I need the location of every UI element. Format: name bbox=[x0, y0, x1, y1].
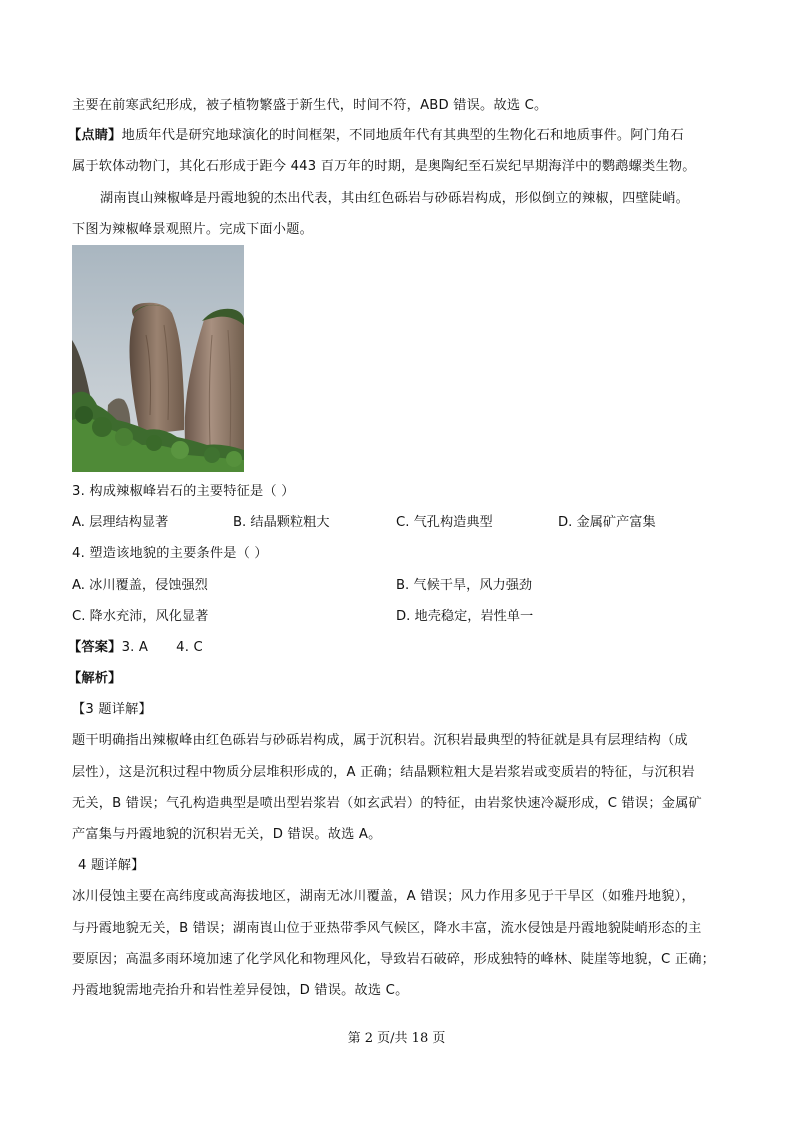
answer-line bbox=[68, 638, 203, 658]
analysis-label: 【解析】 bbox=[68, 671, 122, 686]
tip-line bbox=[68, 126, 684, 146]
q3-option-b[interactable]: B. 结晶颗粒粗大 bbox=[233, 515, 330, 530]
detail-3-line-4: 产富集与丹霞地貌的沉积岩无关，D 错误。故选 A。 bbox=[72, 827, 382, 842]
answer-label: 【答案】 bbox=[68, 640, 122, 655]
detail-4-line-2: 与丹霞地貌无关，B 错误；湖南崀山位于亚热带季风气候区，降水丰富，流水侵蚀是丹霞地貌陡峭形态的主 bbox=[72, 921, 702, 936]
lajiao-peak-photo-drawing bbox=[72, 245, 244, 472]
lajiao-peak-photo bbox=[72, 245, 244, 472]
q3-option-c[interactable]: C. 气孔构造典型 bbox=[396, 515, 493, 530]
line-3: 属于软体动物门，其化石形成于距今 443 百万年的时期，是奥陶纪至石炭纪早期海洋中的鹦鹉螺类生物。 bbox=[72, 159, 696, 174]
detail-3-line-2: 层性），这是沉积过程中物质分层堆积形成的，A 正确；结晶颗粒粗大是岩浆岩或变质岩的特征，与沉积岩 bbox=[72, 765, 695, 780]
tip-label: 【点睛】 bbox=[68, 128, 122, 143]
detail-4-label: 4 题详解】 bbox=[78, 858, 145, 873]
detail-4-line-1: 冰川侵蚀主要在高纬度或高海拔地区，湖南无冰川覆盖，A 错误；风力作用多见于干旱区（如雅丹地貌）， bbox=[72, 889, 695, 904]
page-footer: 第 2 页/共 18 页 bbox=[347, 1031, 446, 1046]
q4-option-a[interactable]: A. 冰川覆盖，侵蚀强烈 bbox=[72, 578, 208, 593]
answer-3: 3. A bbox=[121, 640, 149, 655]
q4-stem: 4. 塑造该地貌的主要条件是（ ） bbox=[72, 546, 268, 561]
q3-option-d[interactable]: D. 金属矿产富集 bbox=[558, 515, 656, 530]
detail-4-line-4: 丹霞地貌需地壳抬升和岩性差异侵蚀，D 错误。故选 C。 bbox=[72, 983, 409, 998]
passage-line-1: 湖南崀山辣椒峰是丹霞地貌的杰出代表，其由红色砾岩与砂砾岩构成，形似倒立的辣椒，四壁陡峭。 bbox=[100, 191, 690, 206]
answer-4: 4. C bbox=[176, 640, 203, 655]
q4-option-b[interactable]: B. 气候干旱，风力强劲 bbox=[396, 578, 533, 593]
detail-3-line-3: 无关，B 错误；气孔构造典型是喷出型岩浆岩（如玄武岩）的特征，由岩浆快速冷凝形成，C 错误；金属矿 bbox=[72, 796, 702, 811]
q3-stem: 3. 构成辣椒峰岩石的主要特征是（ ） bbox=[72, 484, 295, 499]
line-1: 主要在前寒武纪形成，被子植物繁盛于新生代，时间不符，ABD 错误。故选 C。 bbox=[72, 98, 548, 113]
q3-option-a[interactable]: A. 层理结构显著 bbox=[72, 515, 169, 530]
q4-option-d[interactable]: D. 地壳稳定，岩性单一 bbox=[396, 609, 534, 624]
detail-4-line-3: 要原因；高温多雨环境加速了化学风化和物理风化，导致岩石破碎，形成独特的峰林、陡崖等地貌，C 正确； bbox=[72, 952, 716, 967]
q4-option-c[interactable]: C. 降水充沛，风化显著 bbox=[72, 609, 209, 624]
detail-3-label: 【3 题详解】 bbox=[72, 702, 152, 717]
passage-line-2: 下图为辣椒峰景观照片。完成下面小题。 bbox=[72, 222, 313, 237]
detail-3-line-1: 题干明确指出辣椒峰由红色砾岩与砂砾岩构成，属于沉积岩。沉积岩最典型的特征就是具有层理结构（成 bbox=[72, 733, 688, 748]
tip-text: 地质年代是研究地球演化的时间框架，不同地质年代有其典型的生物化石和地质事件。阿门角石 bbox=[121, 128, 684, 143]
